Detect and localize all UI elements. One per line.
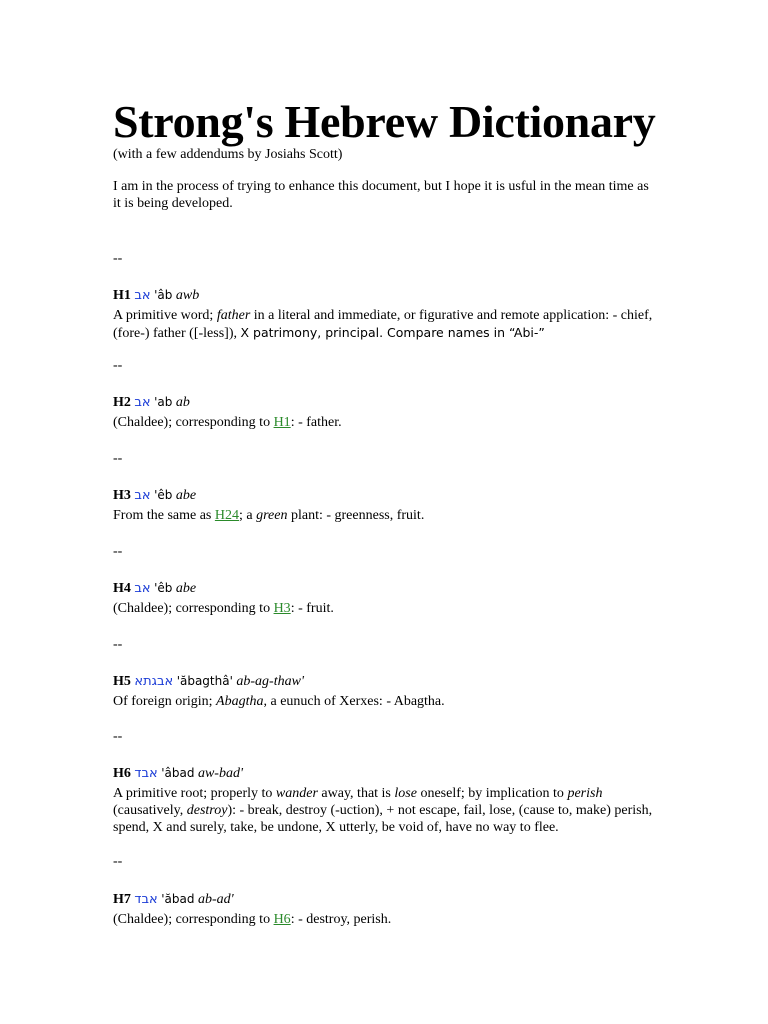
separator: -- [113, 251, 123, 266]
entry-definition [113, 785, 658, 836]
definition-emphasis: perish [567, 786, 603, 801]
entry-heading [113, 486, 658, 505]
definition-text: (Chaldee); corresponding to [113, 912, 274, 927]
separator: -- [113, 854, 123, 869]
hebrew-word: אב [134, 288, 151, 303]
hebrew-word: אבד [134, 766, 158, 781]
definition-emphasis: Abagtha [216, 694, 264, 709]
transliteration: 'âbad [161, 766, 195, 780]
hebrew-word: אב [134, 581, 151, 596]
definition-text: , a eunuch of Xerxes: - Abagtha. [263, 694, 445, 709]
entry-h4 [113, 579, 658, 617]
entry-heading [113, 579, 658, 598]
separator: -- [113, 637, 123, 652]
definition-text: oneself; by implication to [416, 786, 568, 801]
pronunciation: awb [175, 288, 200, 303]
transliteration: 'ăbagthâ' [176, 674, 233, 688]
definition-text: : - father. [290, 415, 342, 430]
pronunciation: ab [175, 395, 190, 410]
entry-heading [113, 672, 658, 691]
entry-heading [113, 286, 658, 305]
page-subtitle: (with a few addendums by Josiahs Scott) [113, 147, 343, 162]
entry-number: H1 [113, 288, 131, 303]
definition-text: : - destroy, perish. [290, 912, 392, 927]
entry-number: H2 [113, 395, 131, 410]
pronunciation: abe [175, 488, 197, 503]
definition-text: Of foreign origin; [113, 694, 217, 709]
entry-heading [113, 764, 658, 783]
cross-reference-link[interactable]: H24 [214, 508, 239, 523]
entry-h7 [113, 890, 658, 928]
separator: -- [113, 358, 123, 373]
transliteration: 'âb [154, 288, 173, 302]
definition-text: X patrimony, principal. Compare names in “Abi-” [240, 325, 545, 340]
pronunciation: abe [175, 581, 197, 596]
intro-paragraph: I am in the process of trying to enhance this document, but I hope it is usful in the mean time as it is being developed. [113, 179, 649, 211]
entry-heading [113, 890, 658, 909]
entry-h5 [113, 672, 658, 710]
definition-text: away, that is [317, 786, 395, 801]
definition-text: A primitive root; properly to [113, 786, 276, 801]
definition-text: (Chaldee); corresponding to [113, 601, 274, 616]
entry-h3 [113, 486, 658, 524]
definition-text: plant: - greenness, fruit. [287, 508, 425, 523]
cross-reference-link[interactable]: H6 [273, 912, 291, 927]
definition-emphasis: wander [275, 786, 318, 801]
definition-text: From the same as [113, 508, 215, 523]
definition-emphasis: green [256, 508, 288, 523]
entry-definition [113, 600, 658, 617]
hebrew-word: אבד [134, 892, 158, 907]
entry-number: H4 [113, 581, 131, 596]
transliteration: 'êb [154, 488, 173, 502]
entry-definition [113, 911, 658, 928]
entry-number: H3 [113, 488, 131, 503]
hebrew-word: אב [134, 488, 151, 503]
entry-number: H6 [113, 766, 131, 781]
pronunciation: aw-bad' [197, 766, 243, 781]
entry-h2 [113, 393, 658, 431]
pronunciation: ab-ag-thaw' [236, 674, 304, 689]
definition-text: in a literal and immediate, or figurative and remote application: - chief, (fore-) father ([-less]), [113, 308, 653, 341]
entry-number: H5 [113, 674, 131, 689]
transliteration: 'ab [154, 395, 173, 409]
transliteration: 'ăbad [161, 892, 195, 906]
separator: -- [113, 729, 123, 744]
definition-text: ; a [239, 508, 257, 523]
cross-reference-link[interactable]: H1 [273, 415, 291, 430]
definition-text: (causatively, [113, 803, 187, 818]
entry-heading [113, 393, 658, 412]
entry-number: H7 [113, 892, 131, 907]
entry-definition [113, 307, 658, 342]
entry-h6 [113, 764, 658, 836]
definition-emphasis: lose [394, 786, 417, 801]
hebrew-word: אבגתא [134, 674, 174, 689]
cross-reference-link[interactable]: H3 [273, 601, 291, 616]
hebrew-word: אב [134, 395, 151, 410]
definition-emphasis: father [216, 308, 251, 323]
entry-definition [113, 507, 658, 524]
entry-definition [113, 693, 658, 710]
separator: -- [113, 451, 123, 466]
definition-text: : - fruit. [290, 601, 334, 616]
definition-text: A primitive word; [113, 308, 217, 323]
definition-emphasis: destroy [186, 803, 228, 818]
entry-h1 [113, 286, 658, 342]
definition-text: ): - break, destroy (-uction), + not escape, fail, lose, (cause to, make) perish, spend, X and surely, take, be undone, X utterly, be void of, have no way to flee. [113, 803, 653, 835]
entry-definition [113, 414, 658, 431]
transliteration: 'êb [154, 581, 173, 595]
pronunciation: ab-ad' [197, 892, 234, 907]
page-title: Strong's Hebrew Dictionary [113, 96, 656, 147]
separator: -- [113, 544, 123, 559]
definition-text: (Chaldee); corresponding to [113, 415, 274, 430]
